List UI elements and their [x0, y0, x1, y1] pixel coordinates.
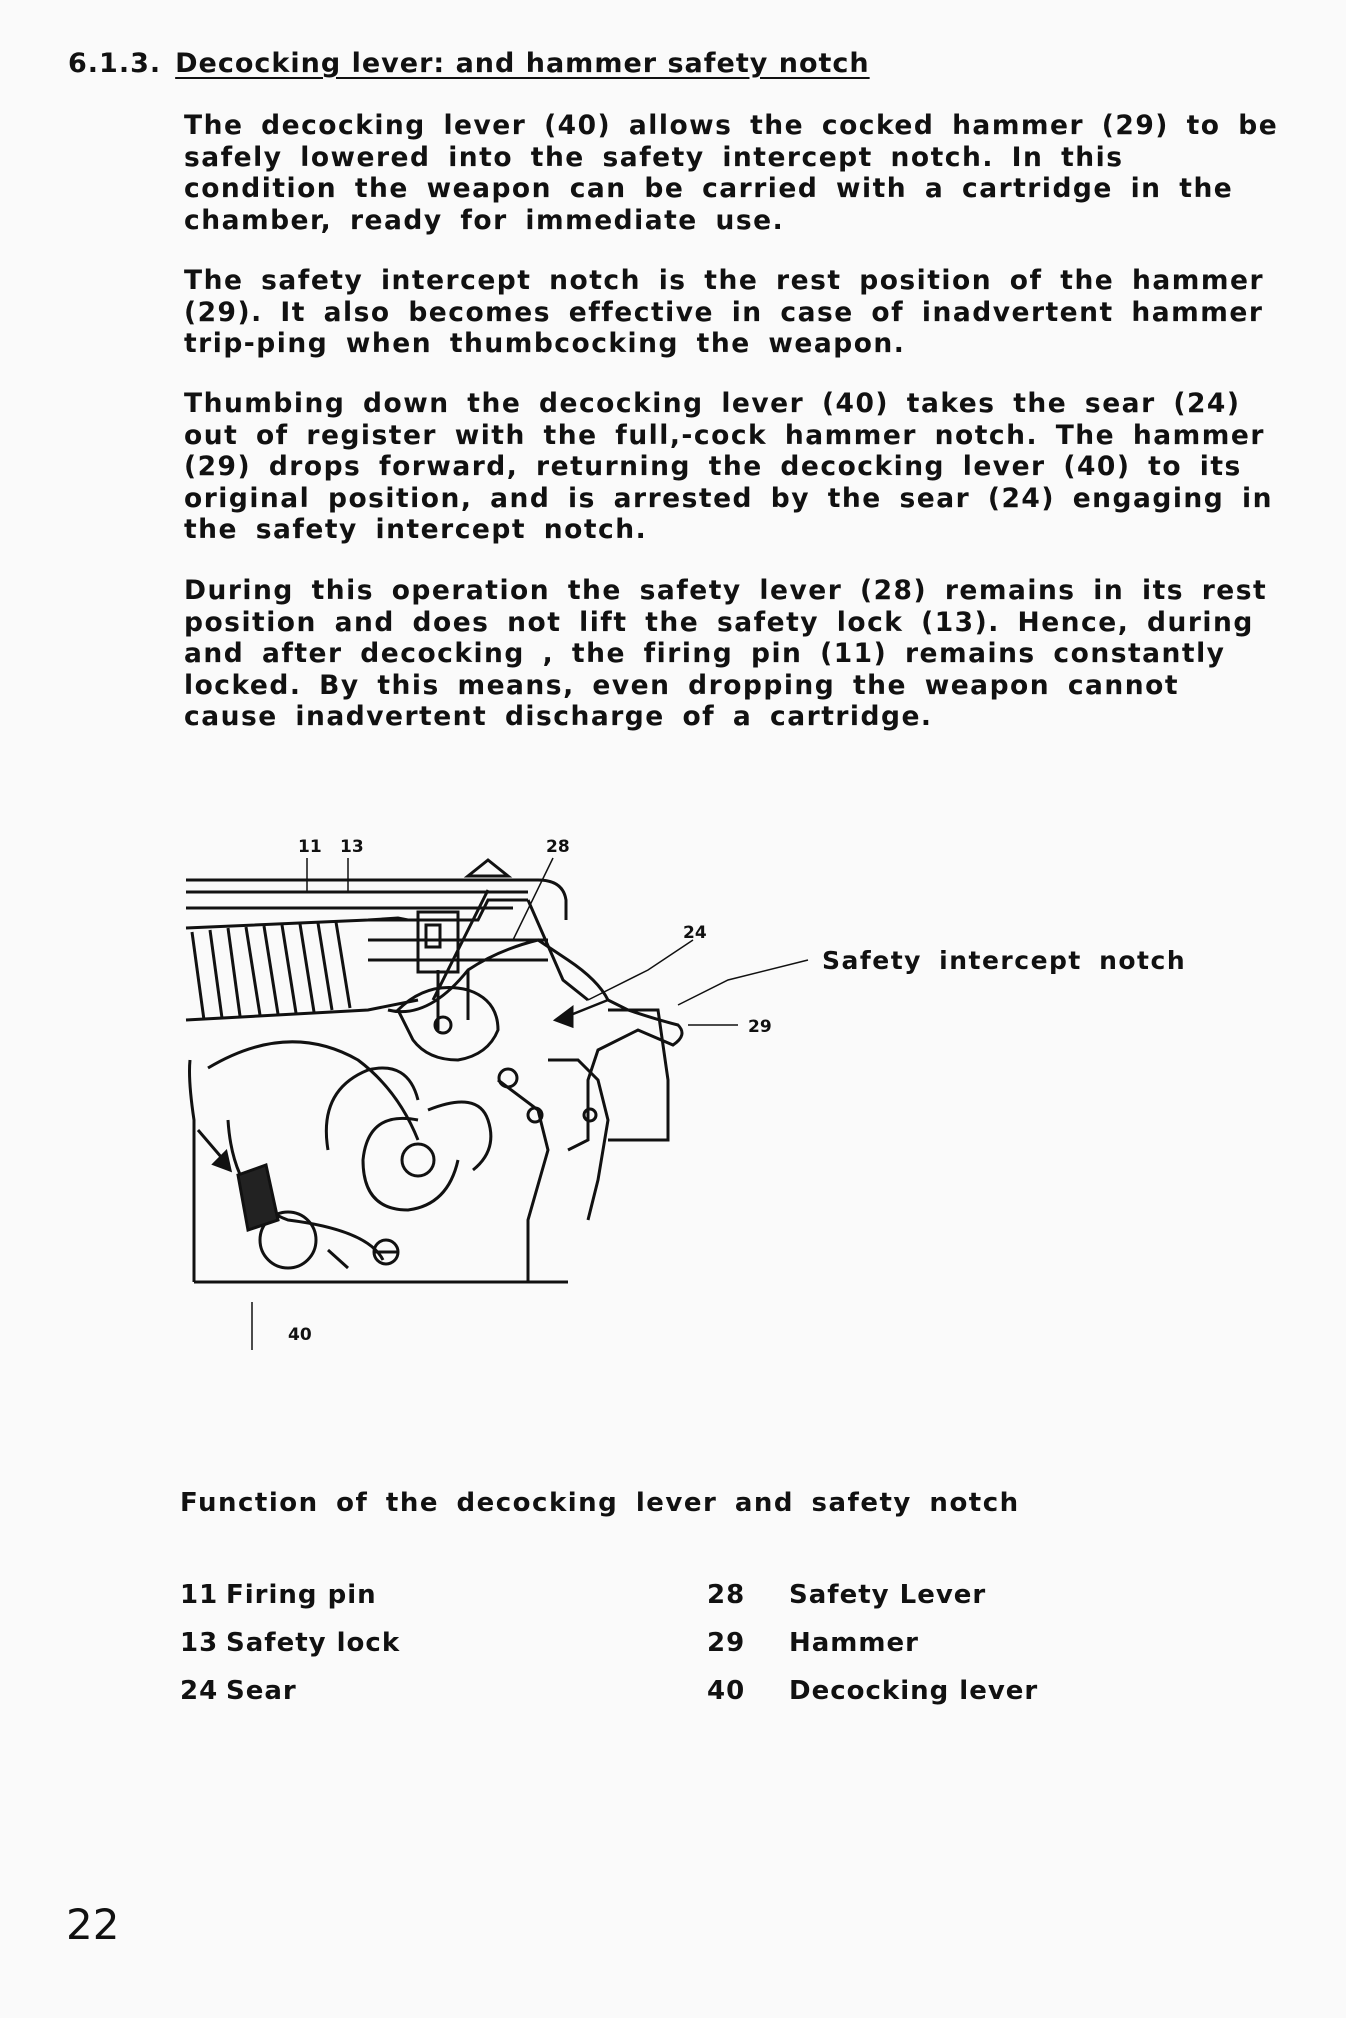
paragraph-decocking-operation: Thumbing down the decocking lever (40) takes the sear (24) out of register with the full,-cock hammer notch. The hammer (29) drops forward, returning the decocking lever (40) to its original position, and is arrested by the sear (24) engaging in the safety intercept notch.	[184, 388, 1273, 545]
safety-notch-callout: Safety intercept notch	[822, 946, 1187, 975]
figure-caption: Function of the decocking lever and safety notch	[180, 1488, 1020, 1518]
callout-28: 28	[546, 837, 570, 857]
callout-40: 40	[288, 1325, 312, 1345]
paragraph-firing-pin-locked: During this operation the safety lever (28) remains in its rest position and does not lift the safety lock (13). Hence, during and after decocking , the firing pin (11) remains constantly locked. By this means, even dropping the weapon cannot cause inadvertent discharge of a cartridge.	[184, 575, 1268, 732]
paragraph-decocking-purpose: The decocking lever (40) allows the cocked hammer (29) to be safely lowered into the safety intercept notch. In this condition the weapon can be carried with a cartridge in the chamber, ready for immediate use.	[184, 110, 1279, 236]
legend-item: 28 Safety Lever	[707, 1580, 987, 1610]
legend-item: 13 Safety lock	[180, 1628, 401, 1658]
section-number: 6.1.3.	[68, 48, 162, 79]
section-title: Decocking lever: and hammer safety notch	[175, 48, 870, 79]
callout-11: 11	[298, 837, 322, 857]
section-heading	[68, 48, 870, 79]
callout-29: 29	[748, 1017, 772, 1037]
legend-item: 29 Hammer	[707, 1628, 919, 1658]
mechanism-drawing	[168, 820, 1188, 1360]
legend-item: 24 Sear	[180, 1676, 297, 1706]
legend-item: 40 Decocking lever	[707, 1676, 1039, 1706]
page-number: 22	[66, 1900, 120, 1949]
paragraph-safety-notch: The safety intercept notch is the rest position of the hammer (29). It also becomes effective in case of inadvertent hammer trip-ping when thumbcocking the weapon.	[184, 265, 1265, 359]
legend-item: 11 Firing pin	[180, 1580, 377, 1610]
callout-24: 24	[683, 923, 707, 943]
callout-13: 13	[340, 837, 364, 857]
parts-legend	[180, 1580, 1080, 1730]
mechanism-figure	[168, 820, 1188, 1360]
